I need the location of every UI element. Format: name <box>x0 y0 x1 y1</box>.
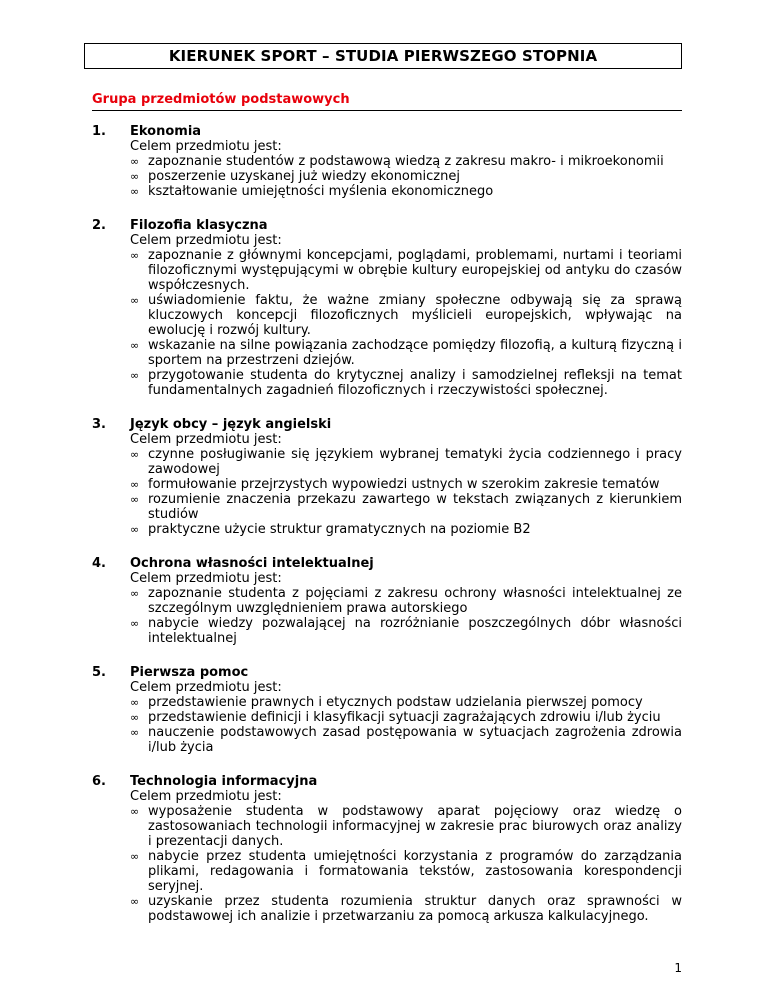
goal-text: uzyskanie przez studenta rozumienia struktur danych oraz sprawności w podstawowej ich analizie i przetwarzaniu za pomocą arkusza kalkulacyjnego. <box>148 894 682 924</box>
goal-item <box>130 725 682 755</box>
subject-list <box>92 124 682 943</box>
subject-number: 2. <box>92 218 106 233</box>
subject-intro: Celem przedmiotu jest: <box>130 139 282 154</box>
goal-list <box>130 154 682 199</box>
goal-item <box>130 248 682 293</box>
bullet-icon: ∞ <box>130 895 140 908</box>
goal-text: rozumienie znaczenia przekazu zawartego w tekstach związanych z kierunkiem studiów <box>148 492 682 522</box>
goal-text: zapoznanie studenta z pojęciami z zakresu ochrony własności intelektualnej ze szczególnym uwzględnieniem prawa autorskiego <box>148 586 682 616</box>
goal-text: wyposażenie studenta w podstawowy aparat pojęciowy oraz wiedzę o zastosowaniach technologii informacyjnej w zakresie prac biurowych oraz analizy i prezentacji danych. <box>148 804 682 849</box>
goal-item <box>130 586 682 616</box>
subject-item <box>92 665 682 755</box>
goal-text: praktyczne użycie struktur gramatycznych na poziomie B2 <box>148 522 531 537</box>
goal-item <box>130 293 682 338</box>
subject-body <box>130 124 682 199</box>
bullet-icon: ∞ <box>130 493 140 506</box>
bullet-icon: ∞ <box>130 170 140 183</box>
subject-item <box>92 556 682 646</box>
subject-intro: Celem przedmiotu jest: <box>130 680 282 695</box>
subject-intro: Celem przedmiotu jest: <box>130 233 282 248</box>
goal-text: czynne posługiwanie się językiem wybranej tematyki życia codziennego i pracy zawodowej <box>148 447 682 477</box>
group-heading: Grupa przedmiotów podstawowych <box>92 92 682 111</box>
bullet-icon: ∞ <box>130 185 140 198</box>
subject-title: Ochrona własności intelektualnej <box>130 556 374 571</box>
bullet-icon: ∞ <box>130 339 140 352</box>
subject-number: 1. <box>92 124 106 139</box>
subject-title: Filozofia klasyczna <box>130 218 268 233</box>
bullet-icon: ∞ <box>130 448 140 461</box>
goal-item <box>130 894 682 924</box>
goal-item <box>130 695 682 710</box>
goal-item <box>130 154 682 169</box>
subject-item <box>92 218 682 398</box>
goal-text: przedstawienie prawnych i etycznych podstaw udzielania pierwszej pomocy <box>148 695 643 710</box>
goal-text: zapoznanie studentów z podstawową wiedzą z zakresu makro- i mikroekonomii <box>148 154 664 169</box>
bullet-icon: ∞ <box>130 696 140 709</box>
bullet-icon: ∞ <box>130 369 140 382</box>
subject-title: Język obcy – język angielski <box>130 417 332 432</box>
goal-text: nabycie przez studenta umiejętności korzystania z programów do zarządzania plikami, redagowania i formatowania tekstów, zastosowania korespondencji seryjnej. <box>148 849 682 894</box>
goal-list <box>130 447 682 537</box>
subject-intro: Celem przedmiotu jest: <box>130 789 282 804</box>
bullet-icon: ∞ <box>130 249 140 262</box>
subject-intro: Celem przedmiotu jest: <box>130 571 282 586</box>
bullet-icon: ∞ <box>130 805 140 818</box>
subject-number: 5. <box>92 665 106 680</box>
goal-item <box>130 447 682 477</box>
subject-title: Pierwsza pomoc <box>130 665 249 680</box>
goal-text: kształtowanie umiejętności myślenia ekonomicznego <box>148 184 494 199</box>
subject-body <box>130 417 682 537</box>
bullet-icon: ∞ <box>130 850 140 863</box>
subject-intro: Celem przedmiotu jest: <box>130 432 282 447</box>
subject-number: 6. <box>92 774 106 789</box>
bullet-icon: ∞ <box>130 478 140 491</box>
bullet-icon: ∞ <box>130 617 140 630</box>
goal-item <box>130 477 682 492</box>
bullet-icon: ∞ <box>130 523 140 536</box>
goal-text: przygotowanie studenta do krytycznej analizy i samodzielnej refleksji na temat fundamentalnych zagadnień filozoficznych i rzeczywistości społecznej. <box>148 368 682 398</box>
goal-item <box>130 710 682 725</box>
goal-item <box>130 338 682 368</box>
subject-item <box>92 774 682 924</box>
goal-list <box>130 804 682 924</box>
goal-item <box>130 368 682 398</box>
goal-text: nabycie wiedzy pozwalającej na rozróżnianie poszczególnych dóbr własności intelektualnej <box>148 616 682 646</box>
subject-body <box>130 665 682 755</box>
subject-number: 3. <box>92 417 106 432</box>
bullet-icon: ∞ <box>130 587 140 600</box>
goal-list <box>130 248 682 398</box>
bullet-icon: ∞ <box>130 726 140 739</box>
goal-text: poszerzenie uzyskanej już wiedzy ekonomicznej <box>148 169 460 184</box>
goal-item <box>130 849 682 894</box>
document-title: KIERUNEK SPORT – STUDIA PIERWSZEGO STOPNIA <box>84 43 682 69</box>
bullet-icon: ∞ <box>130 155 140 168</box>
goal-text: uświadomienie faktu, że ważne zmiany społeczne odbywają się za sprawą kluczowych koncepcji filozoficznych myślicieli europejskich, wpływając na ewolucję i rozwój kultury. <box>148 293 682 338</box>
subject-number: 4. <box>92 556 106 571</box>
subject-body <box>130 774 682 924</box>
goal-item <box>130 184 682 199</box>
goal-text: formułowanie przejrzystych wypowiedzi ustnych w szerokim zakresie tematów <box>148 477 660 492</box>
subject-title: Technologia informacyjna <box>130 774 318 789</box>
subject-item <box>92 124 682 199</box>
goal-text: nauczenie podstawowych zasad postępowania w sytuacjach zagrożenia zdrowia i/lub życia <box>148 725 682 755</box>
goal-item <box>130 492 682 522</box>
subject-item <box>92 417 682 537</box>
goal-text: przedstawienie definicji i klasyfikacji sytuacji zagrażających zdrowiu i/lub życiu <box>148 710 661 725</box>
subject-body <box>130 556 682 646</box>
subject-title: Ekonomia <box>130 124 202 139</box>
goal-text: wskazanie na silne powiązania zachodzące pomiędzy filozofią, a kulturą fizyczną i sportem na przestrzeni dziejów. <box>148 338 682 368</box>
goal-item <box>130 169 682 184</box>
goal-text: zapoznanie z głównymi koncepcjami, poglądami, problemami, nurtami i teoriami filozoficznymi występującymi w obrębie kultury europejskiej od antyku do czasów współczesnych. <box>148 248 682 293</box>
page-number: 1 <box>674 961 682 975</box>
subject-body <box>130 218 682 398</box>
goal-item <box>130 616 682 646</box>
goal-item <box>130 522 682 537</box>
goal-list <box>130 586 682 646</box>
bullet-icon: ∞ <box>130 294 140 307</box>
bullet-icon: ∞ <box>130 711 140 724</box>
goal-item <box>130 804 682 849</box>
goal-list <box>130 695 682 755</box>
